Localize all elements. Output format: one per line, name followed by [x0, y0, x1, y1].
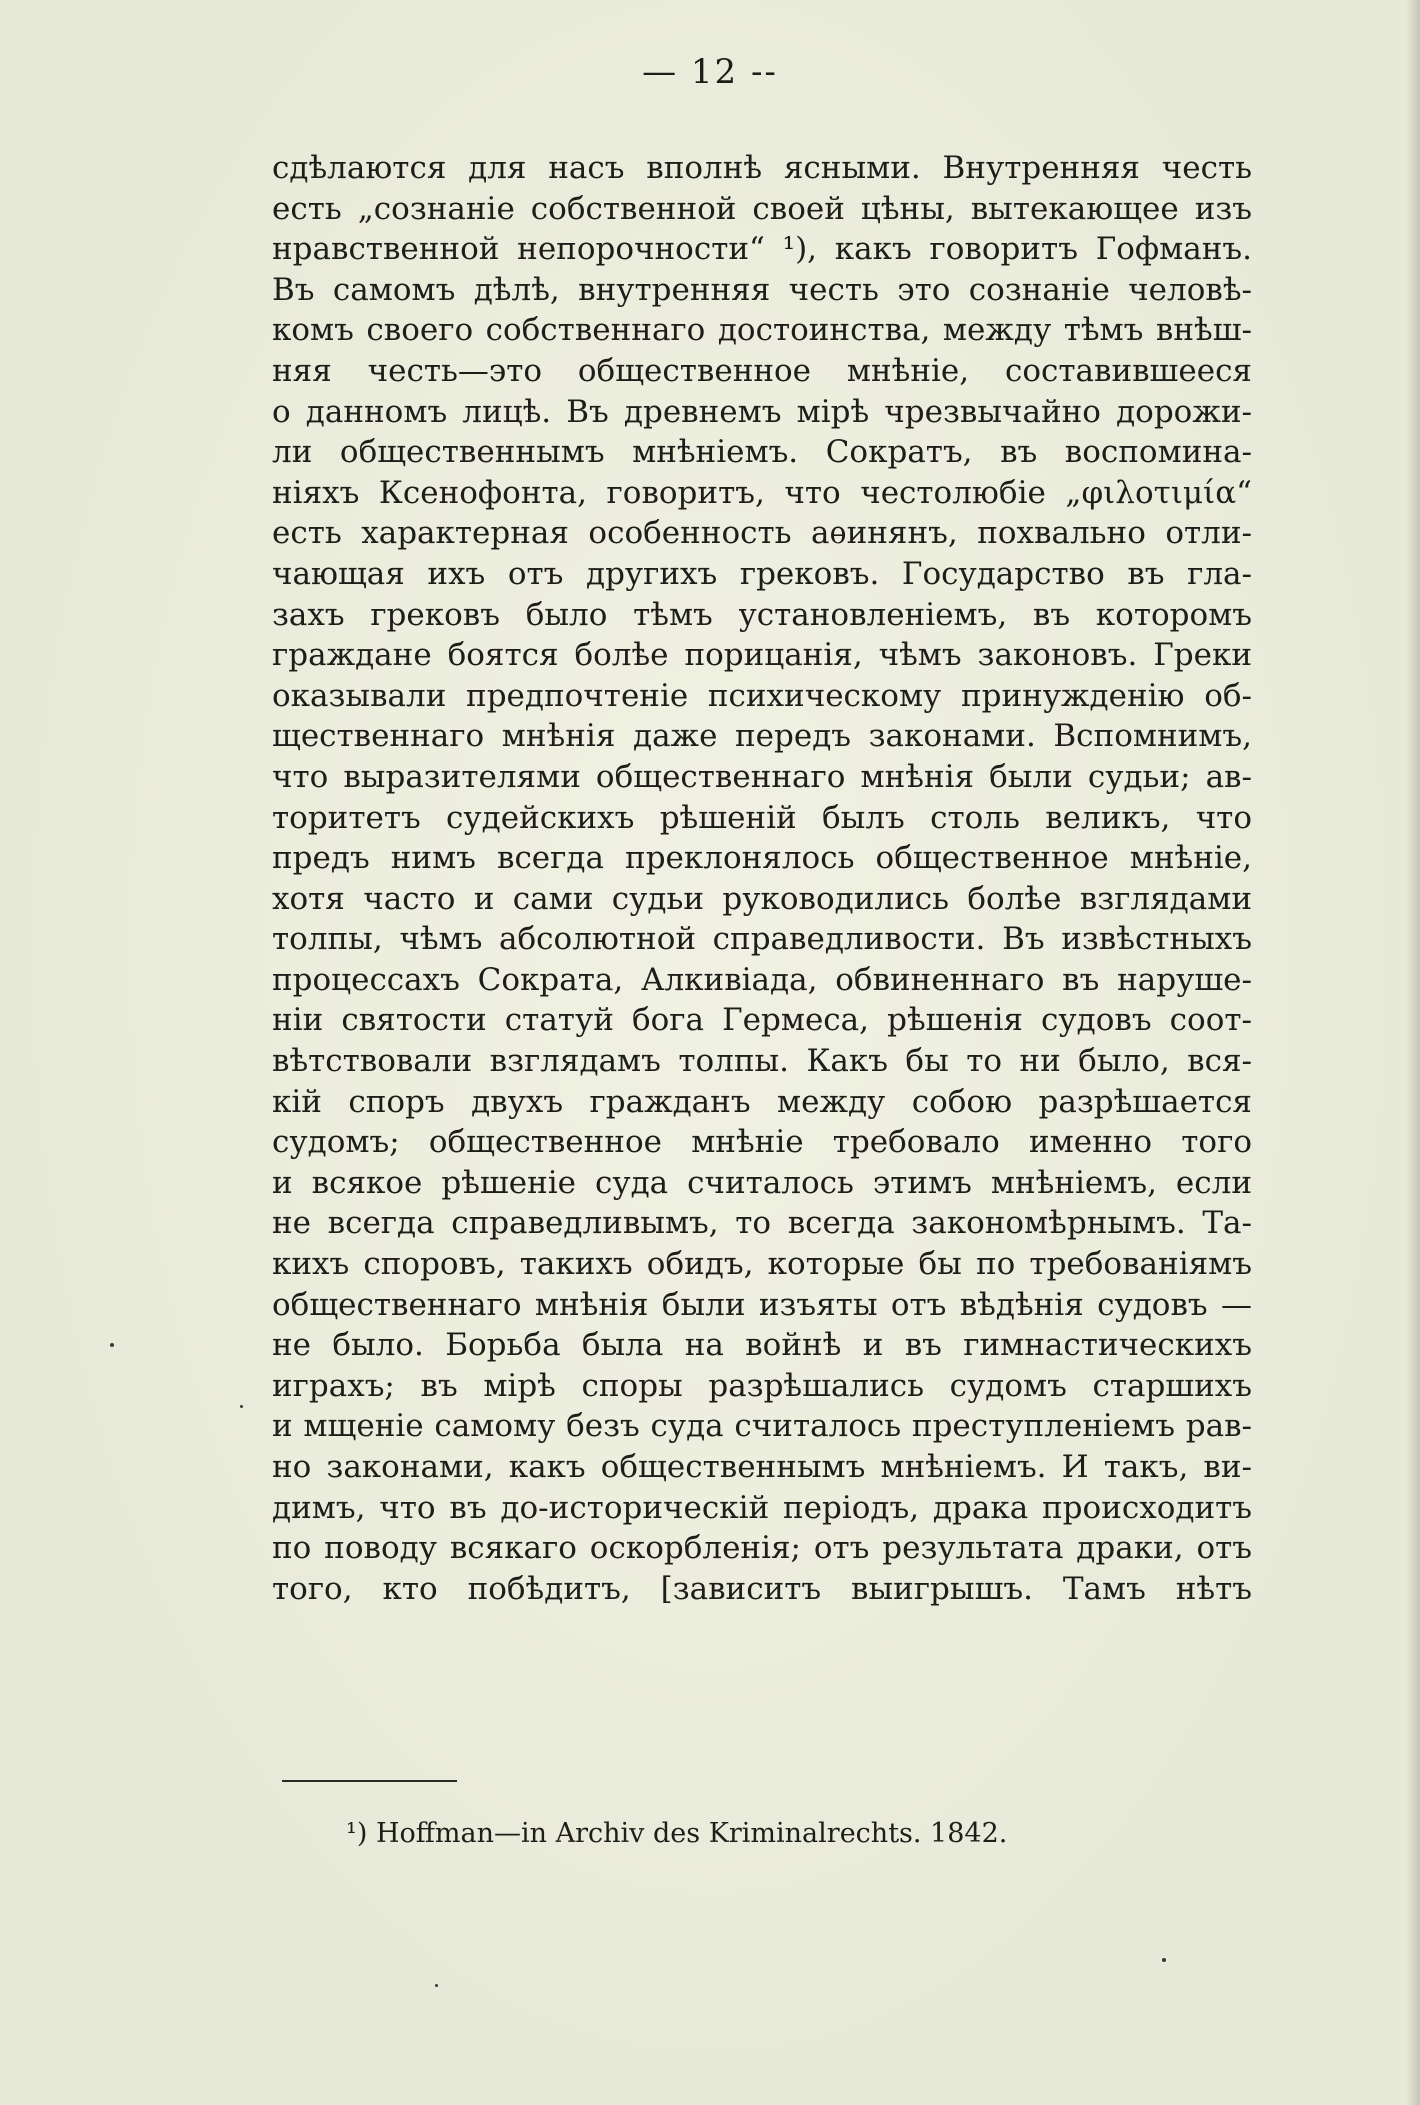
text-line: торитетъ судейскихъ рѣшеній былъ столь великъ, что [272, 799, 1252, 836]
text-line: и мщеніе самому безъ суда считалось преступленіемъ рав- [272, 1408, 1252, 1445]
print-speck [240, 1405, 243, 1408]
text-line: димъ, что въ до-историческій періодъ, драка происходитъ [272, 1489, 1252, 1526]
text-line: ніи святости статуй бога Гермеса, рѣшенія судовъ соот- [272, 1002, 1252, 1039]
text-line: няя честь—это общественное мнѣніе, составившееся [272, 352, 1252, 389]
text-line: судомъ; общественное мнѣніе требовало именно того [272, 1124, 1252, 1161]
print-speck [435, 1984, 438, 1987]
text-line: но законами, какъ общественнымъ мнѣніемъ. И такъ, ви- [272, 1449, 1252, 1485]
text-line: кихъ споровъ, такихъ обидъ, которые бы по требованіямъ [272, 1246, 1252, 1283]
text-line: ли общественнымъ мнѣніемъ. Сократъ, въ воспомина- [272, 434, 1252, 471]
text-line: захъ грековъ было тѣмъ установленіемъ, въ которомъ [272, 596, 1252, 633]
text-line: Въ самомъ дѣлѣ, внутренняя честь это сознаніе человѣ- [272, 271, 1252, 308]
text-line: того, кто побѣдитъ, [зависитъ выигрышъ. Тамъ нѣтъ [272, 1570, 1252, 1607]
text-line: есть характерная особенность аѳинянъ, похвально отли- [272, 515, 1252, 552]
text-line: хотя часто и сами судьи руководились болѣе взглядами [272, 880, 1252, 917]
text-line: толпы, чѣмъ абсолютной справедливости. Въ извѣстныхъ [272, 921, 1252, 958]
text-line: оказывали предпочтеніе психическому принужденію об- [272, 677, 1252, 714]
text-line: и всякое рѣшеніе суда считалось этимъ мнѣніемъ, если [272, 1164, 1252, 1201]
footnote-divider [282, 1780, 457, 1782]
text-line: граждане боятся болѣе порицанія, чѣмъ законовъ. Греки [272, 637, 1252, 674]
print-speck [1162, 1958, 1166, 1962]
text-line: о данномъ лицѣ. Въ древнемъ мірѣ чрезвычайно дорожи- [272, 393, 1252, 430]
text-line: общественнаго мнѣнія были изъяты отъ вѣдѣнія судовъ — [272, 1286, 1252, 1323]
body-text [272, 148, 1252, 1609]
text-line: щественнаго мнѣнія даже передъ законами. Вспомнимъ, [272, 718, 1252, 755]
text-line: что выразителями общественнаго мнѣнія были судьи; ав- [272, 758, 1252, 795]
text-line: процессахъ Сократа, Алкивіада, обвиненнаго въ наруше- [272, 961, 1252, 998]
text-line: нравственной непорочности“ ¹), какъ говоритъ Гофманъ. [272, 231, 1252, 268]
text-line: чающая ихъ отъ другихъ грековъ. Государство въ гла- [272, 555, 1252, 592]
text-line: вѣтствовали взглядамъ толпы. Какъ бы то ни было, вся- [272, 1043, 1252, 1080]
text-line: играхъ; въ мірѣ споры разрѣшались судомъ старшихъ [272, 1367, 1252, 1404]
page-number: — 12 -- [642, 52, 778, 92]
footnote-text: Hoffman—in Archiv des Kriminalrechts. 1842. [375, 1818, 1008, 1849]
page-edge-shadow [1406, 0, 1420, 2105]
text-line: по поводу всякаго оскорбленія; отъ результата драки, отъ [272, 1530, 1252, 1567]
text-line: не всегда справедливымъ, то всегда закономѣрнымъ. Та- [272, 1205, 1252, 1242]
print-speck [110, 1343, 114, 1347]
text-line: не было. Борьба была на войнѣ и въ гимнастическихъ [272, 1327, 1252, 1364]
footnote-marker: ¹) [346, 1818, 368, 1849]
text-line: кій споръ двухъ гражданъ между собою разрѣшается [272, 1083, 1252, 1120]
text-line: ніяхъ Ксенофонта, говоритъ, что честолюбіе „φιλοτιμία“ [272, 474, 1252, 511]
footnote [346, 1818, 1007, 1849]
text-line: сдѣлаются для насъ вполнѣ ясными. Внутренняя честь [272, 150, 1252, 186]
text-line: предъ нимъ всегда преклонялось общественное мнѣніе, [272, 840, 1252, 877]
text-line: комъ своего собственнаго достоинства, между тѣмъ внѣш- [272, 312, 1252, 349]
text-line: есть „сознаніе собственной своей цѣны, вытекающее изъ [272, 190, 1252, 227]
